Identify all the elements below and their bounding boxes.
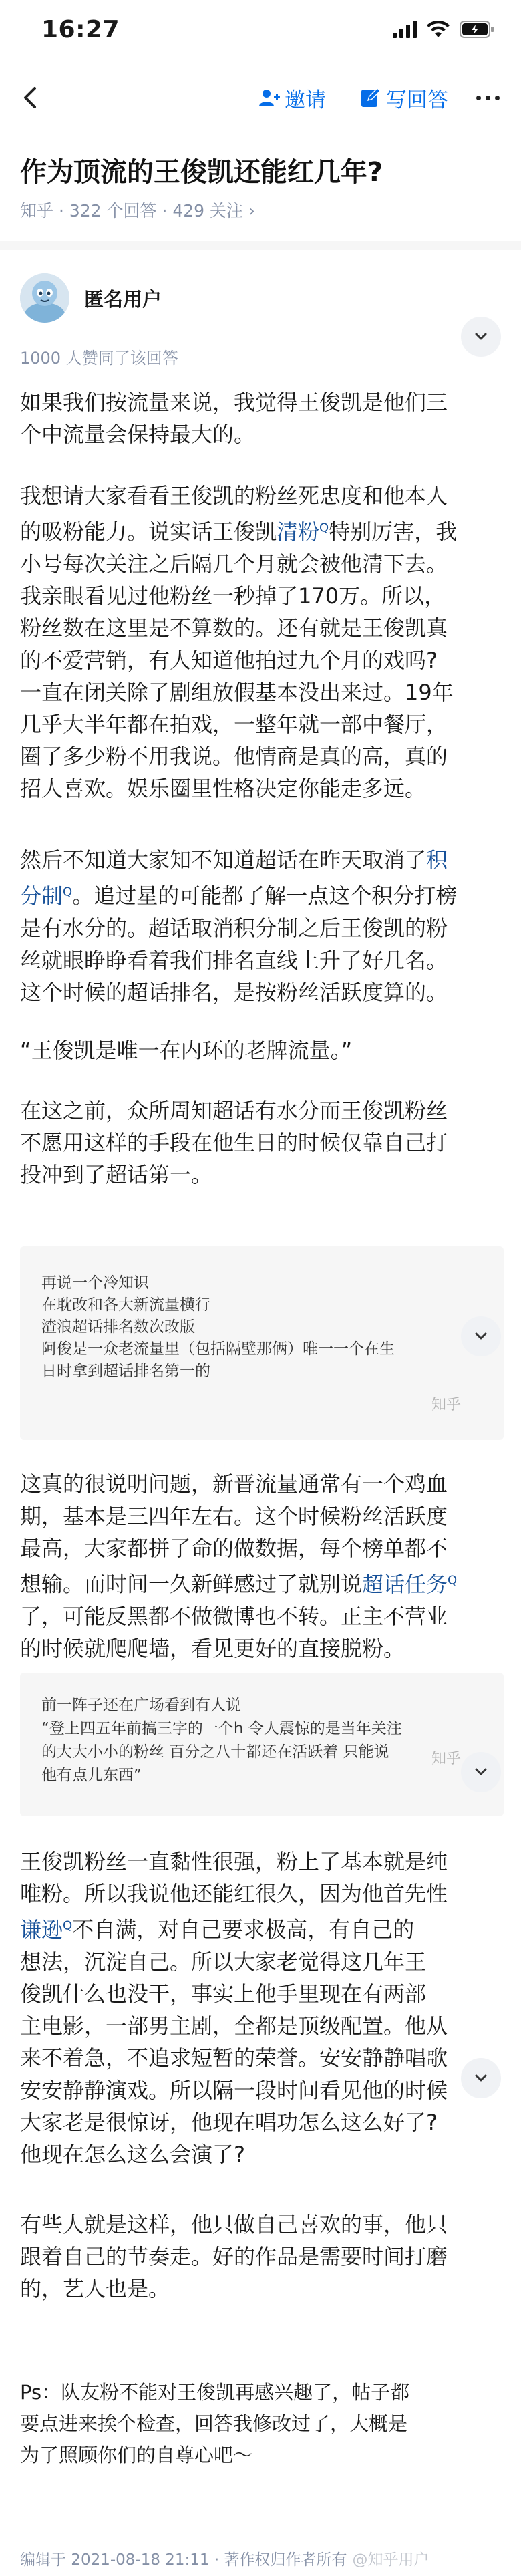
signal-icon	[393, 21, 417, 38]
write-answer-label: 写回答	[386, 88, 448, 112]
chevron-down-icon	[472, 1763, 490, 1781]
top-nav	[0, 67, 521, 128]
edit-info: 编辑于 2021-08-18 21:11 · 著作权归作者所有 @知乎用户	[20, 2551, 429, 2569]
invite-button[interactable]	[258, 82, 326, 114]
answer-paragraph: 在这之前，众所周知超话有水分而王俊凯粉丝 不愿用这样的手段在他生日的时候仅靠自己打 投冲到了超话第一。	[20, 1098, 448, 1187]
chevron-down-icon	[472, 328, 490, 345]
keyword-link[interactable]: 谦逊$^Q$	[20, 1916, 73, 1943]
section-divider	[0, 241, 521, 250]
upvote-note: 1000 人赞同了该回答	[20, 349, 178, 368]
quote-block: 前一阵子还在广场看到有人说 “登上四五年前搞三字的一个h 令人震惊的是当年关注 的大大小小的粉丝 百分之八十都还在活跃着 只能说 他有点儿东西” 知乎	[20, 1673, 504, 1816]
status-bar	[0, 0, 521, 64]
write-answer-button[interactable]	[359, 82, 448, 114]
search-keyword-icon: Q	[319, 521, 329, 535]
anonymous-avatar-icon	[20, 273, 69, 323]
question-stats[interactable]: 知乎 · 322 个回答 · 429 关注 ›	[20, 201, 255, 221]
zhihu-watermark: 知乎	[431, 1751, 462, 1767]
expand-quote-button[interactable]	[461, 1752, 501, 1792]
invite-label: 邀请	[285, 88, 326, 112]
quote-block: 再说一个冷知识 在耽改和各大新流量横行 渣浪超话排名数次改版 阿俊是一众老流量里（包括隔壁那俩）唯一一个在生 日时拿到超话排名第一的 知乎	[20, 1246, 504, 1440]
answer-paragraph: 然后不知道大家知不知道超话在昨天取消了积 分制$^Q$。追过星的可能都了解一点这个积分打榜 是有水分的。超话取消积分制之后王俊凯的粉 丝就眼睁睁看着我们排名直线上升了好几名。 这个时候的超话排名，是按粉丝活跃度算的。	[20, 847, 458, 1005]
answer-paragraph: 有些人就是这样，他只做自己喜欢的事，他只 跟着自己的节奏走。好的作品是需要时间打磨 的，艺人也是。	[20, 2212, 448, 2301]
answer-author[interactable]	[20, 271, 162, 325]
more-dots-icon[interactable]	[468, 82, 508, 114]
wifi-icon	[426, 20, 450, 39]
answer-paragraph: 如果我们按流量来说，我觉得王俊凯是他们三 个中流量会保持最大的。	[20, 390, 448, 447]
zhihu-watermark: 知乎	[431, 1397, 462, 1413]
keyword-link[interactable]: 分制$^Q$	[20, 883, 73, 909]
status-time: 16:27	[41, 16, 120, 43]
search-keyword-icon: Q	[63, 885, 73, 899]
author-name: 匿名用户	[84, 287, 162, 311]
answer-paragraph: 这真的很说明问题，新晋流量通常有一个鸡血 期，基本是三四年左右。这个时候粉丝活跃度 最高，大家都拼了命的做数据，每个榜单都不 想输。而时间一久新鲜感过了就别说超话任务$^Q$ 了，可能反黑都不做微博也不转。正主不营业 的时候就爬爬墙，看见更好的直接脱粉。	[20, 1471, 458, 1661]
postscript: Ps：队友粉不能对王俊凯再感兴趣了，帖子都 要点进来挨个检查，回答我修改过了，大概是 为了照顾你们的自尊心吧～	[20, 2381, 410, 2466]
answer-paragraph: “王俊凯是唯一在内环的老牌流量。”	[20, 1038, 353, 1063]
chevron-down-icon	[472, 2069, 490, 2087]
collapse-answer-button[interactable]	[461, 2058, 501, 2098]
chevron-down-icon	[472, 1328, 490, 1345]
weibo-watermark: @知乎用户	[352, 2551, 429, 2569]
keyword-link[interactable]: 清粉$^Q$	[277, 519, 329, 545]
search-keyword-icon: Q	[63, 1918, 73, 1933]
back-button[interactable]	[15, 82, 47, 114]
question-title[interactable]: 作为顶流的王俊凯还能红几年?	[20, 157, 383, 188]
invite-icon	[258, 86, 281, 109]
edit-icon	[359, 86, 382, 109]
collapse-answer-button[interactable]	[461, 317, 501, 357]
keyword-link[interactable]: 超话任务$^Q$	[362, 1571, 458, 1597]
search-keyword-icon: Q	[448, 1573, 458, 1587]
battery-icon	[460, 20, 494, 39]
keyword-link[interactable]: 积	[426, 847, 448, 873]
answer-paragraph: 我想请大家看看王俊凯的粉丝死忠度和他本人 的吸粉能力。说实话王俊凯清粉$^Q$特别厉害，我 小号每次关注之后隔几个月就会被他清下去。 我亲眼看见过他粉丝一秒掉了170万。所以， 粉丝数在这里是不算数的。还有就是王俊凯真 的不爱营销，有人知道他拍过九个月的戏吗? 一直在闭关除了剧组放假基本没出来过。19年 几乎大半年都在拍戏，一整年就一部中餐厅， 圈了多少粉不用我说。他情商是真的高，真的 招人喜欢。娱乐圈里性格决定你能走多远。	[20, 483, 458, 801]
answer-paragraph: 王俊凯粉丝一直黏性很强，粉上了基本就是纯 唯粉。所以我说他还能红很久，因为他首先性 谦逊$^Q$不自满，对自己要求极高，有自己的 想法，沉淀自己。所以大家老觉得这几年王 俊凯什么也没干，事实上他手里现在有两部 主电影，一部男主剧，全都是顶级配置。他从 来不着急，不追求短暂的荣誉。安安静静唱歌 安安静静演戏。所以隔一段时间看见他的时候 大家老是很惊讶，他现在唱功怎么这么好了? 他现在怎么这么会演了?	[20, 1849, 448, 2167]
expand-quote-button[interactable]	[461, 1316, 501, 1356]
back-arrow-icon	[15, 82, 47, 114]
